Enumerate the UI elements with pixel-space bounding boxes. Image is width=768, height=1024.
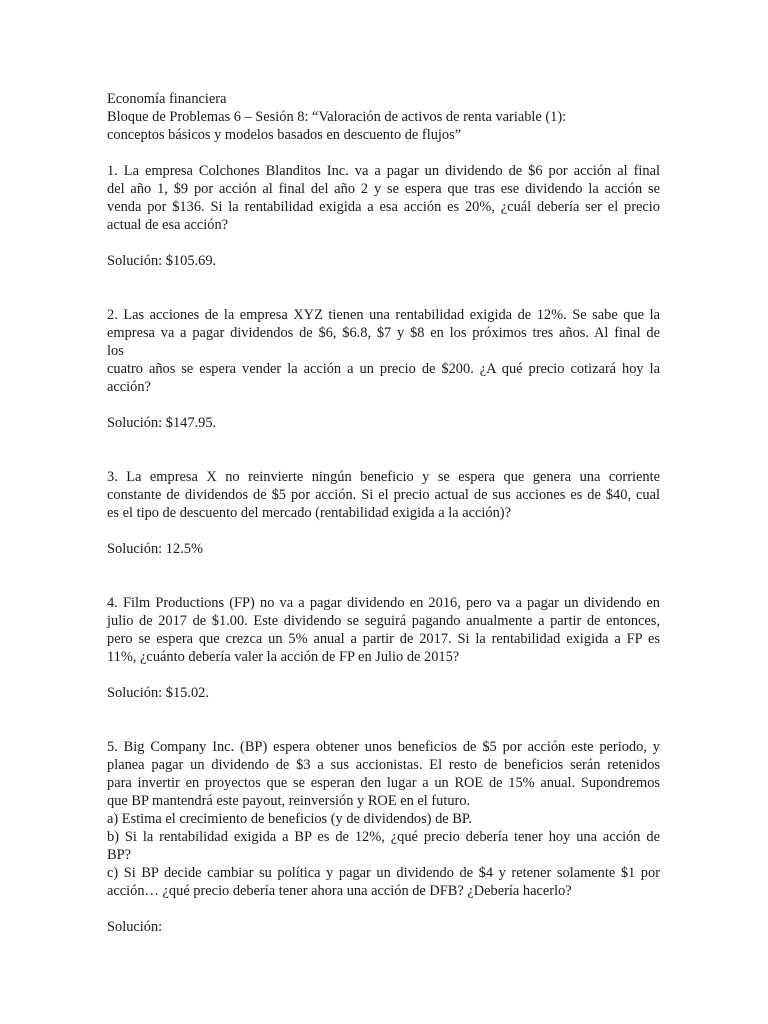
problem-line: 5. Big Company Inc. (BP) espera obtener unos beneficios de $5 por acción este periodo, y bbox=[107, 739, 660, 755]
session-title-line-1: Bloque de Problemas 6 – Sesión 8: “Valoración de activos de renta variable (1): bbox=[107, 109, 567, 125]
course-title: Economía financiera bbox=[107, 91, 227, 107]
problem-line: empresa va a pagar dividendos de $6, $6.8, $7 y $8 en los próximos tres años. Al final de bbox=[107, 325, 660, 341]
problem-line: acción… ¿qué precio debería tener ahora una acción de DFB? ¿Debería hacerlo? bbox=[107, 883, 572, 899]
problem-line: pero se espera que crezca un 5% anual a partir de 2017. Si la rentabilidad exigida a FP es bbox=[107, 631, 660, 647]
problem-line: 4. Film Productions (FP) no va a pagar dividendo en 2016, pero va a pagar un dividendo en bbox=[107, 595, 660, 611]
problem-line: actual de esa acción? bbox=[107, 217, 229, 233]
solution: Solución: $15.02. bbox=[107, 685, 209, 701]
problem-5 bbox=[107, 738, 660, 936]
problem-line: es el tipo de descuento del mercado (rentabilidad exigida a la acción)? bbox=[107, 505, 511, 521]
solution: Solución: 12.5% bbox=[107, 541, 203, 557]
problem-line: a) Estima el crecimiento de beneficios (y de dividendos) de BP. bbox=[107, 811, 472, 827]
problem-4 bbox=[107, 594, 660, 702]
problem-line: cuatro años se espera vender la acción a un precio de $200. ¿A qué precio cotizará hoy la bbox=[107, 361, 660, 377]
problem-line: los bbox=[107, 343, 124, 359]
problem-line: venda por $136. Si la rentabilidad exigida a esa acción es 20%, ¿cuál debería ser el precio bbox=[107, 199, 660, 215]
problem-line: 11%, ¿cuánto debería valer la acción de FP en Julio de 2015? bbox=[107, 649, 460, 665]
problem-line: para invertir en proyectos que se esperan den lugar a un ROE de 15% anual. Supondremos bbox=[107, 775, 660, 791]
problem-line: acción? bbox=[107, 379, 151, 395]
problem-line: b) Si la rentabilidad exigida a BP es de 12%, ¿qué precio debería tener hoy una acción de bbox=[107, 829, 660, 845]
document-header bbox=[107, 90, 660, 144]
problem-line: 3. La empresa X no reinvierte ningún beneficio y se espera que genera una corriente bbox=[107, 469, 660, 485]
problem-line: que BP mantendrá este payout, reinversión y ROE en el futuro. bbox=[107, 793, 471, 809]
problem-line: BP? bbox=[107, 847, 131, 863]
problem-line: c) Si BP decide cambiar su política y pagar un dividendo de $4 y retener solamente $1 por bbox=[107, 865, 660, 881]
problem-line: julio de 2017 de $1.00. Este dividendo se seguirá pagando anualmente a partir de entonces, bbox=[107, 613, 660, 629]
problem-3 bbox=[107, 468, 660, 558]
solution: Solución: $105.69. bbox=[107, 253, 217, 269]
problem-1 bbox=[107, 162, 660, 270]
session-title-line-2: conceptos básicos y modelos basados en descuento de flujos” bbox=[107, 127, 462, 143]
solution: Solución: $147.95. bbox=[107, 415, 217, 431]
problem-line: del año 1, $9 por acción al final del año 2 y se espera que tras ese dividendo la acción se bbox=[107, 181, 660, 197]
solution: Solución: bbox=[107, 919, 163, 935]
problem-line: 1. La empresa Colchones Blanditos Inc. va a pagar un dividendo de $6 por acción al final bbox=[107, 163, 660, 179]
problem-line: 2. Las acciones de la empresa XYZ tienen una rentabilidad exigida de 12%. Se sabe que la bbox=[107, 307, 660, 323]
problem-2 bbox=[107, 306, 660, 432]
problem-line: planea pagar un dividendo de $3 a sus accionistas. El resto de beneficios serán retenidos bbox=[107, 757, 660, 773]
problem-line: constante de dividendos de $5 por acción. Si el precio actual de sus acciones es de $40, cual bbox=[107, 487, 660, 503]
document-page bbox=[107, 90, 660, 936]
